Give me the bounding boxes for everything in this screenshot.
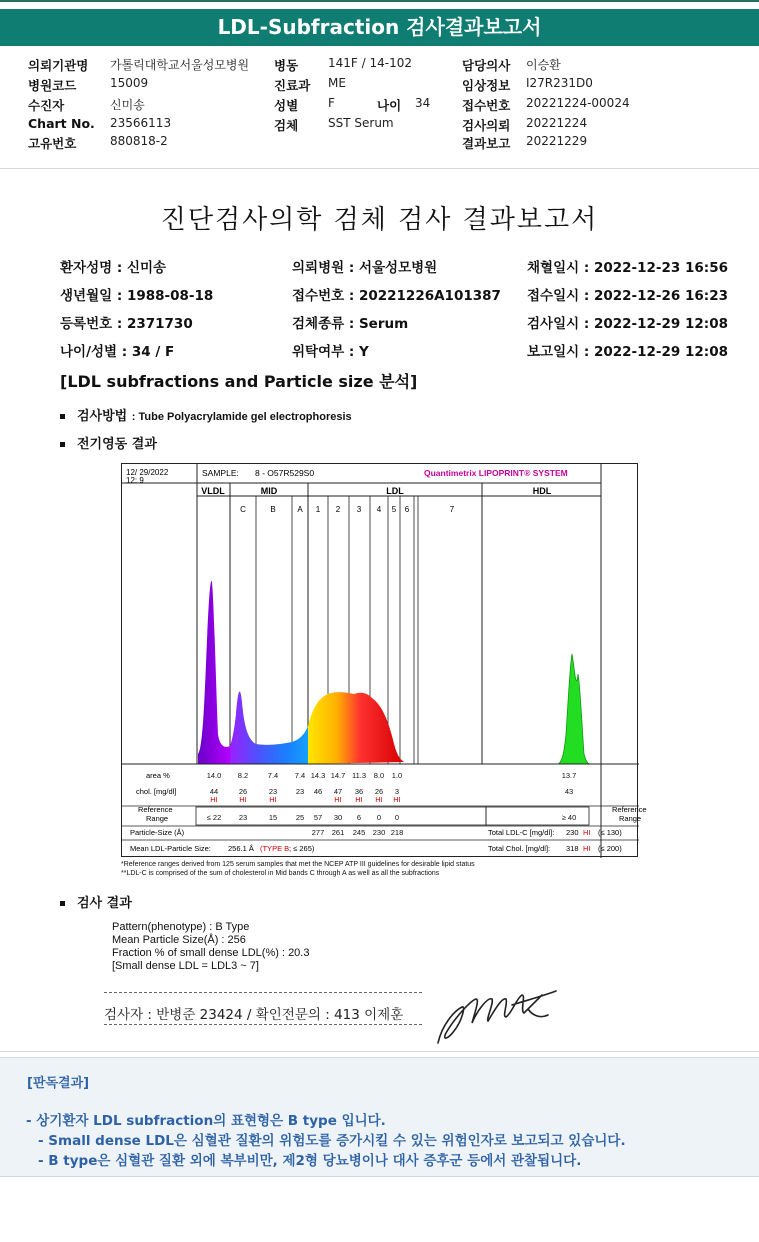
patient-info: 접수일시 : 2022-12-26 16:23	[527, 288, 728, 304]
electro-heading	[60, 433, 157, 452]
hdr-value: 신미송	[110, 98, 145, 112]
hdr-label: 수진자	[28, 98, 65, 113]
hdr-value: 20221229	[526, 134, 588, 148]
hdr-value: 이승환	[526, 58, 561, 72]
total-chol-flag: HI	[583, 844, 591, 853]
patient-info: 위탁여부 : Y	[292, 344, 369, 360]
band-label: 2	[335, 505, 341, 514]
result-heading	[60, 892, 132, 911]
section-title: [LDL subfractions and Particle size 분석]	[60, 372, 418, 391]
result-line: Mean Particle Size(Å) : 256	[112, 934, 246, 946]
ref-value: 23	[238, 813, 248, 822]
mid-region	[230, 692, 308, 764]
row-label-ref-hdl: Reference	[612, 805, 647, 814]
result-line: Pattern(phenotype) : B Type	[112, 921, 250, 933]
total-chol-value: 318	[566, 844, 579, 853]
result-line: [Small dense LDL = LDL3 ~ 7]	[112, 960, 259, 972]
chol-value: 23	[268, 787, 278, 796]
interpretation-title: [판독결과]	[27, 1076, 90, 1091]
band-label: 3	[356, 505, 362, 514]
row-label-ref: Reference	[138, 805, 173, 814]
band-label: A	[297, 505, 303, 514]
method-value: : Tube Polyacrylamide gel electrophoresis	[131, 411, 352, 423]
particle-value: 245	[352, 828, 366, 837]
group-label: MID	[260, 486, 278, 496]
chol-value: 3	[394, 787, 400, 796]
chart-date: 12/ 29/2022	[126, 468, 169, 477]
chol-value: 47	[333, 787, 343, 796]
patient-info: 나이/성별 : 34 / F	[60, 344, 175, 360]
result-line: Fraction % of small dense LDL(%) : 20.3	[112, 947, 310, 959]
hdr-label: 성별	[274, 98, 299, 113]
sig-dash-top	[104, 992, 422, 993]
particle-label: Particle-Size (Å)	[130, 828, 185, 837]
patient-info: 보고일시 : 2022-12-29 12:08	[527, 344, 728, 360]
interpretation-line: - Small dense LDL은 심혈관 질환의 위험도를 증가시킬 수 있는 위험인자로 보고되고 있습니다.	[38, 1133, 626, 1149]
mean-ldl-type: (TYPE B	[260, 844, 290, 853]
electrophoresis-chart	[121, 463, 647, 857]
ref-value: 6	[356, 813, 362, 822]
chol-value: 26	[374, 787, 384, 796]
band-label: 7	[449, 505, 455, 514]
interpretation-line: - 상기환자 LDL subfraction의 표현형은 B type 입니다.	[26, 1113, 386, 1129]
bullet-icon	[60, 442, 65, 447]
particle-value: 218	[390, 828, 404, 837]
group-label: HDL	[532, 486, 552, 496]
patient-info: 환자성명 : 신미송	[60, 260, 167, 276]
area-value: 1.0	[391, 771, 403, 780]
patient-info: 생년월일 : 1988-08-18	[60, 288, 214, 304]
footnote-1: *Reference ranges derived from 125 serum samples that met the NCEP ATP III guidelines for desirable lipid status	[121, 861, 475, 868]
hdr-value: 23566113	[110, 116, 172, 130]
ref-value: 25	[295, 813, 305, 822]
top-border	[0, 0, 759, 8]
hdr-value: 880818-2	[110, 134, 168, 148]
hdr-label: 검사의뢰	[462, 118, 511, 133]
total-ldl-value: 230	[566, 828, 579, 837]
ref-value: ≥ 40	[561, 813, 577, 822]
signature-icon	[432, 985, 562, 1050]
ref-value: 0	[394, 813, 400, 822]
interpretation-panel	[0, 1057, 759, 1177]
area-value: 7.4	[294, 771, 306, 780]
row-label-ref2: Range	[146, 814, 169, 823]
mean-ldl-value: 256.1 Å	[228, 844, 254, 853]
chol-flag: HI	[269, 795, 277, 804]
vldl-peak	[198, 581, 230, 764]
hdr-label: 병원코드	[28, 78, 77, 93]
patient-info: 검체종류 : Serum	[292, 316, 409, 332]
chol-flag: HI	[393, 795, 401, 804]
total-ldl-label: Total LDL-C [mg/dl]:	[488, 828, 555, 837]
hdr-value: SST Serum	[328, 116, 394, 130]
ref-value: ≤ 22	[206, 813, 222, 822]
chol-flag: HI	[355, 795, 363, 804]
sig-dash-bottom	[104, 1024, 422, 1025]
row-label-area: area %	[146, 771, 170, 780]
chol-value: 44	[209, 787, 219, 796]
hdr-value: ME	[328, 76, 346, 90]
patient-info: 검사일시 : 2022-12-29 12:08	[527, 316, 728, 332]
hdr-label: 접수번호	[462, 98, 511, 113]
hdr-label: 의뢰기관명	[28, 58, 89, 73]
hdr-value: 20221224	[526, 116, 588, 130]
band-label: C	[240, 505, 246, 514]
chol-value: 36	[354, 787, 364, 796]
chol-value: 23	[295, 787, 305, 796]
chol-value: 43	[564, 787, 574, 796]
chart-time: 12: 9	[126, 476, 144, 485]
area-value: 13.7	[561, 771, 577, 780]
hdr-label: Chart No.	[28, 116, 95, 131]
bullet-icon	[60, 901, 65, 906]
chart-sample-value: 8 - O57R529S0	[255, 468, 315, 478]
hdr-value: 가톨릭대학교서울성모병원	[110, 58, 250, 72]
chol-flag: HI	[210, 795, 218, 804]
patient-info: 등록번호 : 2371730	[60, 316, 193, 332]
chol-flag: HI	[375, 795, 383, 804]
ref-value: 57	[313, 813, 323, 822]
page-title: LDL-Subfraction 검사결과보고서	[0, 9, 759, 46]
group-label: VLDL	[201, 486, 225, 496]
patient-info: 의뢰병원 : 서울성모병원	[292, 260, 438, 276]
hdr-age-label: 나이	[377, 98, 402, 113]
result-label: 검사 결과	[77, 896, 132, 911]
band-label: 5	[391, 505, 397, 514]
row-label-ref-hdl2: Range	[619, 814, 642, 823]
band-label: 4	[376, 505, 382, 514]
hdr-value: 141F / 14-102	[328, 56, 412, 70]
total-ldl-flag: HI	[583, 828, 591, 837]
electro-label: 전기영동 결과	[77, 437, 157, 452]
chart-brand: Quantimetrix LIPOPRINT® SYSTEM	[424, 468, 568, 478]
mean-ldl-label: Mean LDL-Particle Size:	[130, 844, 211, 853]
area-value: 14.3	[310, 771, 326, 780]
hdr-value: 20221224-00024	[526, 96, 630, 110]
area-value: 14.0	[206, 771, 222, 780]
signature-text: 검사자 : 반병준 23424 / 확인전문의 : 413 이제훈	[104, 1007, 404, 1023]
report-title: 진단검사의학 검체 검사 결과보고서	[160, 205, 599, 235]
band-label: B	[270, 505, 276, 514]
area-value: 14.7	[330, 771, 346, 780]
area-value: 11.3	[351, 771, 367, 780]
area-value: 7.4	[267, 771, 279, 780]
ref-value: 15	[268, 813, 278, 822]
total-chol-ref: (≤ 200)	[598, 844, 622, 853]
row-label-chol: chol. [mg/dl]	[136, 787, 177, 796]
chol-value: 46	[313, 787, 323, 796]
patient-info: 채혈일시 : 2022-12-23 16:56	[527, 260, 728, 276]
area-value: 8.2	[237, 771, 249, 780]
hdr-value: F	[328, 96, 335, 110]
hdr-age-value: 34	[415, 96, 431, 110]
chol-flag: HI	[334, 795, 342, 804]
hdr-label: 병동	[274, 58, 299, 73]
band-label: 1	[315, 505, 321, 514]
interpretation-line: - B type은 심혈관 질환 외에 복부비만, 제2형 당뇨병이나 대사 증후군 등에서 관찰됩니다.	[38, 1153, 582, 1169]
bullet-icon	[60, 414, 65, 419]
hdr-label: 담당의사	[462, 58, 511, 73]
ldl-region	[308, 692, 404, 764]
hdr-label: 임상정보	[462, 78, 511, 93]
area-value: 8.0	[373, 771, 385, 780]
chol-flag: HI	[239, 795, 247, 804]
particle-value: 261	[331, 828, 345, 837]
chol-value: 26	[238, 787, 248, 796]
method-label: 검사방법	[77, 409, 128, 424]
group-label: LDL	[386, 486, 404, 496]
hdr-label: 고유번호	[28, 136, 77, 151]
ref-value: 30	[333, 813, 343, 822]
total-chol-label: Total Chol. [mg/dl]:	[488, 844, 551, 853]
hdr-value: 15009	[110, 76, 149, 90]
hdr-label: 결과보고	[462, 136, 511, 151]
particle-value: 277	[311, 828, 325, 837]
hdr-label: 검체	[274, 118, 299, 133]
chart-svg	[122, 464, 647, 858]
chart-sample-label: SAMPLE:	[202, 468, 239, 478]
ref-value: 0	[376, 813, 382, 822]
hdr-label: 진료과	[274, 78, 311, 93]
total-ldl-ref: (≤ 130)	[598, 828, 622, 837]
method-line	[60, 405, 352, 424]
band-label: 6	[404, 505, 410, 514]
footnote-2: **LDL-C is comprised of the sum of cholesterol in Mid bands C through A as well as all the subfractions	[121, 870, 440, 877]
hdr-value: I27R231D0	[526, 76, 593, 90]
patient-info: 접수번호 : 20221226A101387	[292, 288, 501, 304]
mean-ldl-ref: ; ≤ 265)	[289, 844, 315, 853]
particle-value: 230	[372, 828, 386, 837]
